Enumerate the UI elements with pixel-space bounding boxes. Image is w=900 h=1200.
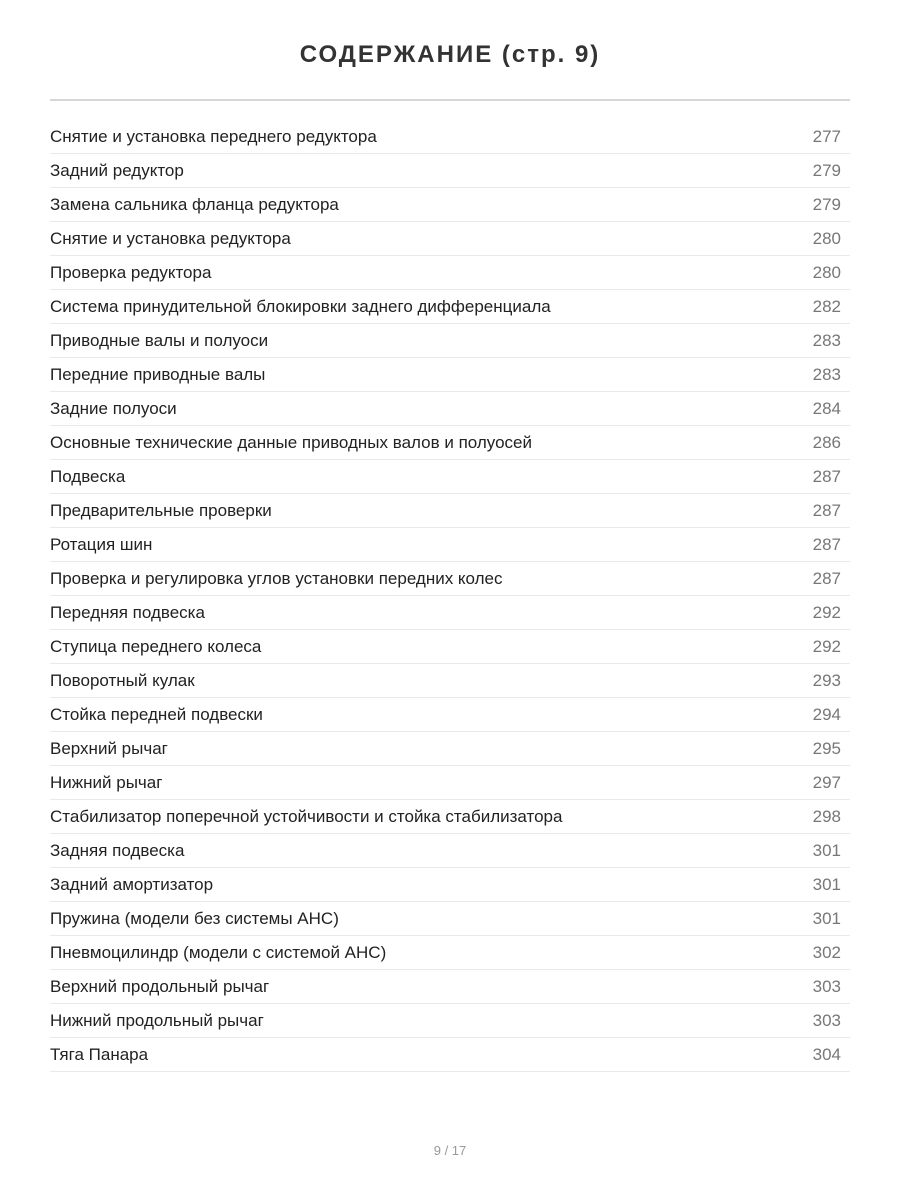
title-divider [50, 99, 850, 101]
toc-entry-page-number: 287 [812, 466, 841, 486]
toc-entry-title: Задняя подвеска [50, 840, 185, 860]
toc-entry[interactable] [50, 936, 850, 970]
toc-entry-page-number: 295 [812, 738, 841, 758]
toc-entry-title: Проверка редуктора [50, 262, 212, 282]
toc-entry-page-number: 279 [812, 194, 841, 214]
toc-entry-page-number: 280 [812, 262, 841, 282]
toc-entry-title: Ротация шин [50, 534, 153, 554]
toc-entry-page-number: 303 [812, 1010, 841, 1030]
toc-entry-title: Поворотный кулак [50, 670, 195, 690]
toc-entry[interactable] [50, 970, 850, 1004]
toc-entry-title: Передние приводные валы [50, 364, 266, 384]
toc-entry-title: Пружина (модели без системы AHC) [50, 908, 339, 928]
toc-entry-page-number: 277 [812, 126, 841, 146]
toc-entry-page-number: 301 [812, 874, 841, 894]
toc-entry[interactable] [50, 222, 850, 256]
toc-entry-title: Основные технические данные приводных валов и полуосей [50, 432, 532, 452]
toc-entry[interactable] [50, 528, 850, 562]
toc-entry-title: Система принудительной блокировки заднего дифференциала [50, 296, 551, 316]
toc-entry-page-number: 280 [812, 228, 841, 248]
page-pagination: 9 / 17 [433, 1143, 467, 1158]
toc-entry-title: Приводные валы и полуоси [50, 330, 269, 350]
toc-entry-title: Стабилизатор поперечной устойчивости и стойка стабилизатора [50, 806, 563, 826]
toc-entry-title: Проверка и регулировка углов установки передних колес [50, 568, 503, 588]
toc-entry[interactable] [50, 698, 850, 732]
toc-entry[interactable] [50, 562, 850, 596]
toc-entry-page-number: 304 [812, 1044, 841, 1064]
toc-entry-title: Замена сальника фланца редуктора [50, 194, 339, 214]
toc-entry-page-number: 287 [812, 568, 841, 588]
toc-entry-page-number: 294 [812, 704, 841, 724]
toc-entry[interactable] [50, 494, 850, 528]
toc-entry-page-number: 302 [812, 942, 841, 962]
toc-entry-page-number: 301 [812, 840, 841, 860]
toc-entry-page-number: 287 [812, 500, 841, 520]
toc-entry-page-number: 287 [812, 534, 841, 554]
toc-entry-title: Подвеска [50, 466, 126, 486]
toc-entry[interactable] [50, 732, 850, 766]
toc-entry[interactable] [50, 630, 850, 664]
toc-entry-title: Ступица переднего колеса [50, 636, 262, 656]
toc-entry[interactable] [50, 664, 850, 698]
toc-entry-page-number: 297 [812, 772, 841, 792]
toc-entry-page-number: 301 [812, 908, 841, 928]
toc-entry-title: Верхний рычаг [50, 738, 168, 758]
page-title: СОДЕРЖАНИЕ (стр. 9) [299, 41, 601, 68]
toc-entry-title: Передняя подвеска [50, 602, 205, 622]
toc-entry-page-number: 286 [812, 432, 841, 452]
toc-entry-title: Стойка передней подвески [50, 704, 263, 724]
toc-entry[interactable] [50, 868, 850, 902]
toc-entry-page-number: 284 [812, 398, 841, 418]
toc-entry-title: Снятие и установка переднего редуктора [50, 126, 377, 146]
toc-entry-page-number: 303 [812, 976, 841, 996]
toc-entry[interactable] [50, 834, 850, 868]
toc-entry[interactable] [50, 120, 850, 154]
toc-entry[interactable] [50, 290, 850, 324]
toc-entry-page-number: 279 [812, 160, 841, 180]
toc-entry-page-number: 292 [812, 602, 841, 622]
toc-entry-title: Нижний продольный рычаг [50, 1010, 264, 1030]
toc-entry-title: Верхний продольный рычаг [50, 976, 270, 996]
toc-entry[interactable] [50, 766, 850, 800]
toc-entry[interactable] [50, 1038, 850, 1072]
toc-entry[interactable] [50, 902, 850, 936]
toc-entry[interactable] [50, 426, 850, 460]
toc-entry[interactable] [50, 358, 850, 392]
toc-list [50, 120, 850, 1072]
toc-entry[interactable] [50, 154, 850, 188]
toc-entry-page-number: 298 [812, 806, 841, 826]
toc-entry[interactable] [50, 324, 850, 358]
toc-entry[interactable] [50, 1004, 850, 1038]
toc-entry-title: Задний редуктор [50, 160, 184, 180]
toc-entry-title: Задние полуоси [50, 398, 177, 418]
toc-entry-title: Предварительные проверки [50, 500, 272, 520]
toc-entry-page-number: 283 [812, 364, 841, 384]
toc-entry-page-number: 292 [812, 636, 841, 656]
toc-entry-title: Снятие и установка редуктора [50, 228, 291, 248]
toc-entry-page-number: 283 [812, 330, 841, 350]
toc-entry[interactable] [50, 392, 850, 426]
toc-entry-title: Задний амортизатор [50, 874, 214, 894]
toc-entry[interactable] [50, 800, 850, 834]
toc-entry-title: Тяга Панара [50, 1044, 149, 1064]
toc-entry[interactable] [50, 256, 850, 290]
toc-entry-title: Пневмоцилиндр (модели с системой AHC) [50, 942, 387, 962]
toc-entry-page-number: 282 [812, 296, 841, 316]
toc-entry[interactable] [50, 596, 850, 630]
toc-entry[interactable] [50, 460, 850, 494]
toc-entry-page-number: 293 [812, 670, 841, 690]
toc-entry[interactable] [50, 188, 850, 222]
toc-entry-title: Нижний рычаг [50, 772, 163, 792]
